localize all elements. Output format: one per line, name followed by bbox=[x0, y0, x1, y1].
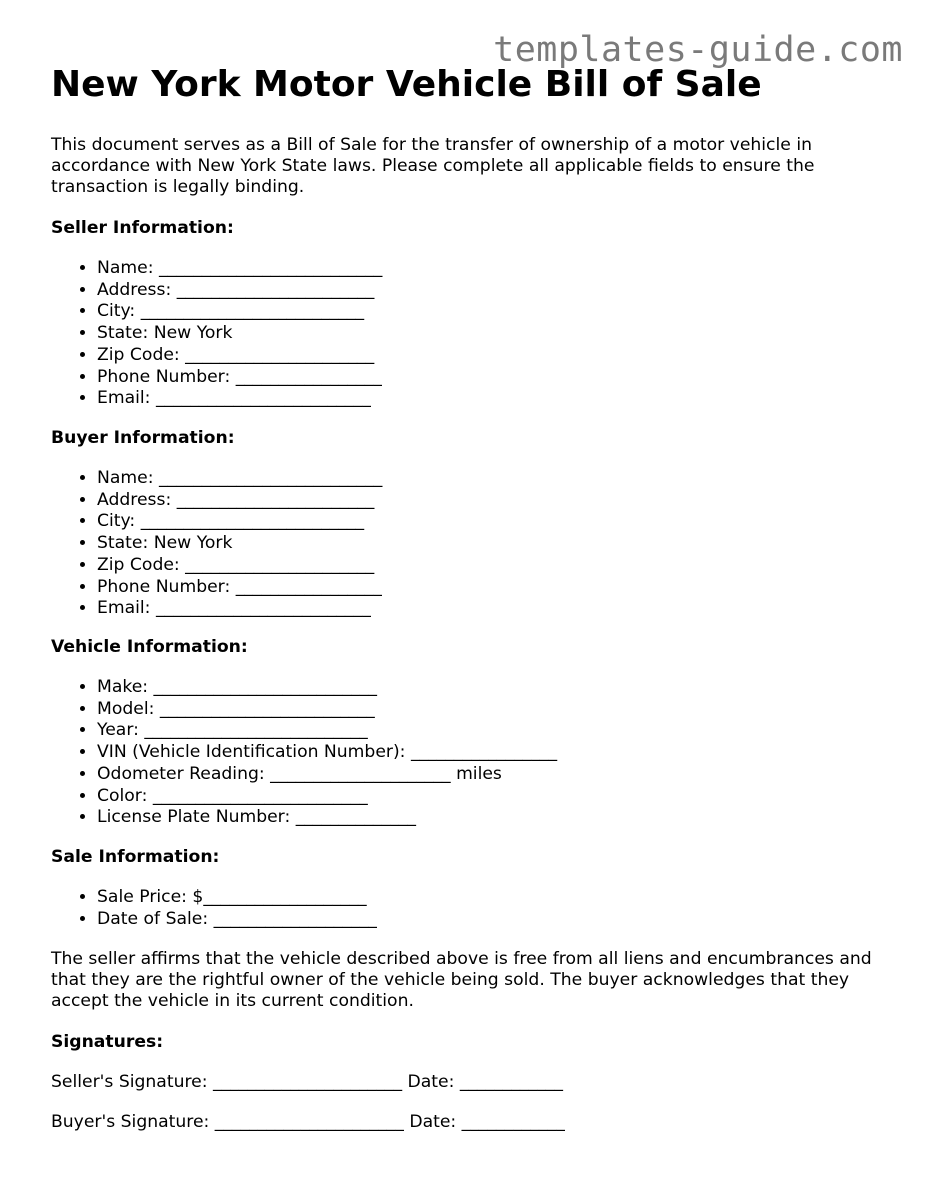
buyer-address-field: • Address: _______________________ bbox=[97, 490, 382, 512]
buyer-zip-field: • Zip Code: ______________________ bbox=[97, 555, 382, 577]
vehicle-section-heading: Vehicle Information: bbox=[51, 637, 248, 657]
vehicle-odometer-field: • Odometer Reading: _____________________ miles bbox=[97, 764, 557, 786]
seller-name-field: • Name: __________________________ bbox=[97, 258, 382, 280]
seller-city-field: • City: __________________________ bbox=[97, 301, 382, 323]
buyer-fields-list bbox=[51, 468, 382, 620]
vehicle-year-field: • Year: __________________________ bbox=[97, 720, 557, 742]
affirmation-paragraph: The seller affirms that the vehicle described above is free from all liens and encumbrances and that they are the rightful owner of the vehicle being sold. The buyer acknowledges that they accept the vehicle in its current condition. bbox=[51, 949, 872, 1011]
signatures-section-heading: Signatures: bbox=[51, 1032, 164, 1052]
buyer-email-field: • Email: _________________________ bbox=[97, 598, 382, 620]
buyer-section-heading: Buyer Information: bbox=[51, 428, 235, 448]
vehicle-vin-field: • VIN (Vehicle Identification Number): _________________ bbox=[97, 742, 557, 764]
seller-zip-field: • Zip Code: ______________________ bbox=[97, 345, 382, 367]
document-title: New York Motor Vehicle Bill of Sale bbox=[51, 64, 762, 105]
seller-fields-list bbox=[51, 258, 382, 410]
vehicle-make-field: • Make: __________________________ bbox=[97, 677, 557, 699]
sale-fields-list bbox=[51, 887, 377, 930]
seller-email-field: • Email: _________________________ bbox=[97, 388, 382, 410]
vehicle-model-field: • Model: _________________________ bbox=[97, 699, 557, 721]
sale-date-field: • Date of Sale: ___________________ bbox=[97, 909, 377, 931]
sale-price-field: • Sale Price: $___________________ bbox=[97, 887, 377, 909]
buyer-name-field: • Name: __________________________ bbox=[97, 468, 382, 490]
vehicle-fields-list bbox=[51, 677, 557, 829]
vehicle-plate-field: • License Plate Number: ______________ bbox=[97, 807, 557, 829]
vehicle-color-field: • Color: _________________________ bbox=[97, 786, 557, 808]
watermark: templates-guide.com bbox=[493, 30, 903, 70]
seller-signature-line: Seller's Signature: ______________________ Date: ____________ bbox=[51, 1072, 563, 1092]
buyer-state-field: • State: New York bbox=[97, 533, 382, 555]
seller-section-heading: Seller Information: bbox=[51, 218, 234, 238]
buyer-city-field: • City: __________________________ bbox=[97, 511, 382, 533]
seller-state-field: • State: New York bbox=[97, 323, 382, 345]
sale-section-heading: Sale Information: bbox=[51, 847, 220, 867]
seller-address-field: • Address: _______________________ bbox=[97, 280, 382, 302]
seller-phone-field: • Phone Number: _________________ bbox=[97, 367, 382, 389]
intro-paragraph: This document serves as a Bill of Sale for the transfer of ownership of a motor vehicle in accordance with New York State laws. Please complete all applicable fields to ensure the transaction is legally binding. bbox=[51, 135, 815, 197]
buyer-phone-field: • Phone Number: _________________ bbox=[97, 577, 382, 599]
buyer-signature-line: Buyer's Signature: ______________________ Date: ____________ bbox=[51, 1112, 565, 1132]
